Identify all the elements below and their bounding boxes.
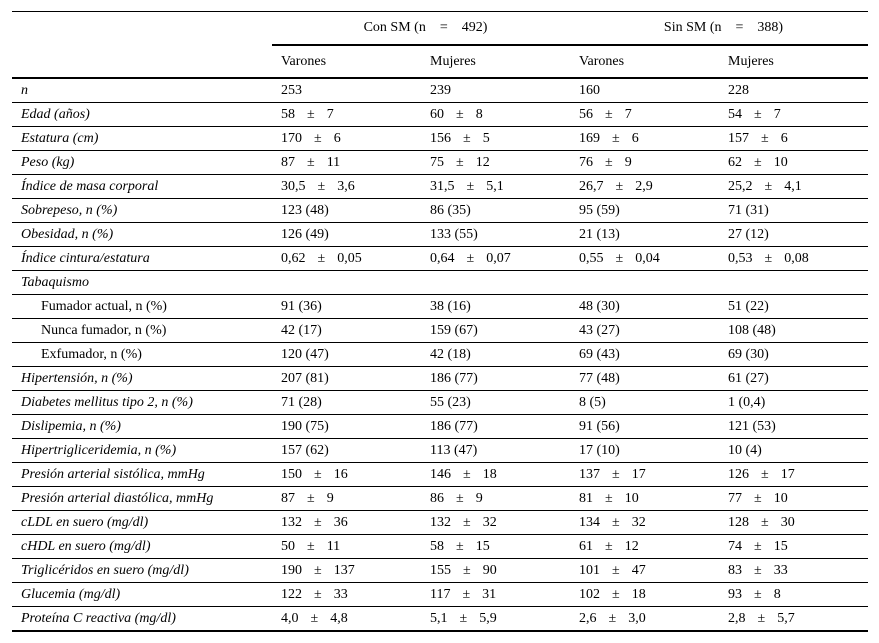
value-cell: 157 (62) xyxy=(272,439,421,463)
value-cell: 58 ± 7 xyxy=(272,103,421,127)
subheader-sin-mujeres: Mujeres xyxy=(719,45,868,78)
value-cell: 25,2 ± 4,1 xyxy=(719,175,868,199)
row-label: Sobrepeso, n (%) xyxy=(12,199,272,223)
value-cell: 69 (43) xyxy=(570,343,719,367)
group-header-con-sm: Con SM (n = 492) xyxy=(272,12,570,46)
value-cell: 160 xyxy=(570,78,719,103)
value-cell: 0,64 ± 0,07 xyxy=(421,247,570,271)
value-cell: 137 ± 17 xyxy=(570,463,719,487)
table-row xyxy=(12,127,868,151)
row-label: Estatura (cm) xyxy=(12,127,272,151)
value-cell: 157 ± 6 xyxy=(719,127,868,151)
value-cell xyxy=(719,271,868,295)
value-cell: 42 (18) xyxy=(421,343,570,367)
value-cell: 61 (27) xyxy=(719,367,868,391)
value-cell: 239 xyxy=(421,78,570,103)
value-cell: 190 (75) xyxy=(272,415,421,439)
table-row xyxy=(12,535,868,559)
value-cell: 113 (47) xyxy=(421,439,570,463)
value-cell: 58 ± 15 xyxy=(421,535,570,559)
value-cell: 120 (47) xyxy=(272,343,421,367)
row-label: Diabetes mellitus tipo 2, n (%) xyxy=(12,391,272,415)
value-cell: 27 (12) xyxy=(719,223,868,247)
row-label: cLDL en suero (mg/dl) xyxy=(12,511,272,535)
table-row xyxy=(12,439,868,463)
value-cell: 87 ± 9 xyxy=(272,487,421,511)
value-cell: 30,5 ± 3,6 xyxy=(272,175,421,199)
value-cell xyxy=(570,271,719,295)
value-cell: 134 ± 32 xyxy=(570,511,719,535)
value-cell: 69 (30) xyxy=(719,343,868,367)
value-cell: 91 (36) xyxy=(272,295,421,319)
table-row xyxy=(12,319,868,343)
value-cell: 123 (48) xyxy=(272,199,421,223)
value-cell: 146 ± 18 xyxy=(421,463,570,487)
value-cell: 42 (17) xyxy=(272,319,421,343)
value-cell: 121 (53) xyxy=(719,415,868,439)
group-header-sin-sm: Sin SM (n = 388) xyxy=(570,12,868,46)
value-cell: 56 ± 7 xyxy=(570,103,719,127)
value-cell: 86 (35) xyxy=(421,199,570,223)
value-cell: 77 (48) xyxy=(570,367,719,391)
value-cell: 132 ± 32 xyxy=(421,511,570,535)
table-row xyxy=(12,247,868,271)
value-cell: 87 ± 11 xyxy=(272,151,421,175)
value-cell: 75 ± 12 xyxy=(421,151,570,175)
value-cell: 169 ± 6 xyxy=(570,127,719,151)
table-row xyxy=(12,151,868,175)
characteristics-table xyxy=(12,11,868,632)
row-label: Dislipemia, n (%) xyxy=(12,415,272,439)
value-cell: 71 (28) xyxy=(272,391,421,415)
table-row xyxy=(12,271,868,295)
value-cell: 253 xyxy=(272,78,421,103)
value-cell: 156 ± 5 xyxy=(421,127,570,151)
value-cell: 190 ± 137 xyxy=(272,559,421,583)
value-cell: 126 ± 17 xyxy=(719,463,868,487)
row-label: Peso (kg) xyxy=(12,151,272,175)
value-cell: 2,6 ± 3,0 xyxy=(570,607,719,632)
value-cell: 122 ± 33 xyxy=(272,583,421,607)
row-label: Índice de masa corporal xyxy=(12,175,272,199)
value-cell: 0,62 ± 0,05 xyxy=(272,247,421,271)
corner-cell xyxy=(12,12,272,46)
row-label: Hipertrigliceridemia, n (%) xyxy=(12,439,272,463)
value-cell: 83 ± 33 xyxy=(719,559,868,583)
value-cell: 95 (59) xyxy=(570,199,719,223)
table-row xyxy=(12,463,868,487)
value-cell: 2,8 ± 5,7 xyxy=(719,607,868,632)
row-label: Presión arterial sistólica, mmHg xyxy=(12,463,272,487)
table-row xyxy=(12,487,868,511)
subheader-con-mujeres: Mujeres xyxy=(421,45,570,78)
row-label: Glucemia (mg/dl) xyxy=(12,583,272,607)
value-cell: 102 ± 18 xyxy=(570,583,719,607)
value-cell: 0,53 ± 0,08 xyxy=(719,247,868,271)
table-row xyxy=(12,583,868,607)
value-cell: 155 ± 90 xyxy=(421,559,570,583)
value-cell: 21 (13) xyxy=(570,223,719,247)
value-cell: 51 (22) xyxy=(719,295,868,319)
value-cell: 228 xyxy=(719,78,868,103)
value-cell: 31,5 ± 5,1 xyxy=(421,175,570,199)
value-cell: 101 ± 47 xyxy=(570,559,719,583)
value-cell: 55 (23) xyxy=(421,391,570,415)
table-row xyxy=(12,175,868,199)
value-cell: 133 (55) xyxy=(421,223,570,247)
value-cell: 17 (10) xyxy=(570,439,719,463)
row-label: Obesidad, n (%) xyxy=(12,223,272,247)
row-label: Nunca fumador, n (%) xyxy=(12,319,272,343)
value-cell: 159 (67) xyxy=(421,319,570,343)
value-cell: 1 (0,4) xyxy=(719,391,868,415)
value-cell: 26,7 ± 2,9 xyxy=(570,175,719,199)
table-body xyxy=(12,78,868,631)
row-label: Proteína C reactiva (mg/dl) xyxy=(12,607,272,632)
table-row xyxy=(12,511,868,535)
value-cell: 170 ± 6 xyxy=(272,127,421,151)
value-cell: 91 (56) xyxy=(570,415,719,439)
value-cell: 43 (27) xyxy=(570,319,719,343)
value-cell: 81 ± 10 xyxy=(570,487,719,511)
value-cell: 150 ± 16 xyxy=(272,463,421,487)
row-label: Fumador actual, n (%) xyxy=(12,295,272,319)
value-cell: 76 ± 9 xyxy=(570,151,719,175)
subheader-sin-varones: Varones xyxy=(570,45,719,78)
value-cell: 4,0 ± 4,8 xyxy=(272,607,421,632)
value-cell: 207 (81) xyxy=(272,367,421,391)
value-cell: 8 (5) xyxy=(570,391,719,415)
table-row xyxy=(12,295,868,319)
value-cell: 186 (77) xyxy=(421,367,570,391)
table-row xyxy=(12,391,868,415)
table-row xyxy=(12,199,868,223)
row-label: Hipertensión, n (%) xyxy=(12,367,272,391)
value-cell: 5,1 ± 5,9 xyxy=(421,607,570,632)
value-cell: 0,55 ± 0,04 xyxy=(570,247,719,271)
table-row xyxy=(12,607,868,632)
row-label: Tabaquismo xyxy=(12,271,272,295)
subheader-con-varones: Varones xyxy=(272,45,421,78)
value-cell: 48 (30) xyxy=(570,295,719,319)
row-label: cHDL en suero (mg/dl) xyxy=(12,535,272,559)
group-header-row xyxy=(12,12,868,46)
corner-cell-lower xyxy=(12,45,272,78)
value-cell: 71 (31) xyxy=(719,199,868,223)
value-cell: 86 ± 9 xyxy=(421,487,570,511)
subgroup-header-row xyxy=(12,45,868,78)
value-cell: 108 (48) xyxy=(719,319,868,343)
row-label: Triglicéridos en suero (mg/dl) xyxy=(12,559,272,583)
value-cell: 77 ± 10 xyxy=(719,487,868,511)
value-cell: 10 (4) xyxy=(719,439,868,463)
table-row xyxy=(12,559,868,583)
value-cell: 132 ± 36 xyxy=(272,511,421,535)
value-cell xyxy=(421,271,570,295)
value-cell: 60 ± 8 xyxy=(421,103,570,127)
value-cell: 117 ± 31 xyxy=(421,583,570,607)
table-row xyxy=(12,343,868,367)
row-label: n xyxy=(12,78,272,103)
value-cell: 54 ± 7 xyxy=(719,103,868,127)
table-row xyxy=(12,415,868,439)
row-label: Exfumador, n (%) xyxy=(12,343,272,367)
value-cell: 74 ± 15 xyxy=(719,535,868,559)
value-cell xyxy=(272,271,421,295)
value-cell: 93 ± 8 xyxy=(719,583,868,607)
table-row xyxy=(12,223,868,247)
value-cell: 128 ± 30 xyxy=(719,511,868,535)
value-cell: 50 ± 11 xyxy=(272,535,421,559)
row-label: Edad (años) xyxy=(12,103,272,127)
value-cell: 186 (77) xyxy=(421,415,570,439)
value-cell: 38 (16) xyxy=(421,295,570,319)
table-row xyxy=(12,78,868,103)
value-cell: 61 ± 12 xyxy=(570,535,719,559)
row-label: Índice cintura/estatura xyxy=(12,247,272,271)
table-row xyxy=(12,103,868,127)
row-label: Presión arterial diastólica, mmHg xyxy=(12,487,272,511)
table-row xyxy=(12,367,868,391)
value-cell: 126 (49) xyxy=(272,223,421,247)
value-cell: 62 ± 10 xyxy=(719,151,868,175)
